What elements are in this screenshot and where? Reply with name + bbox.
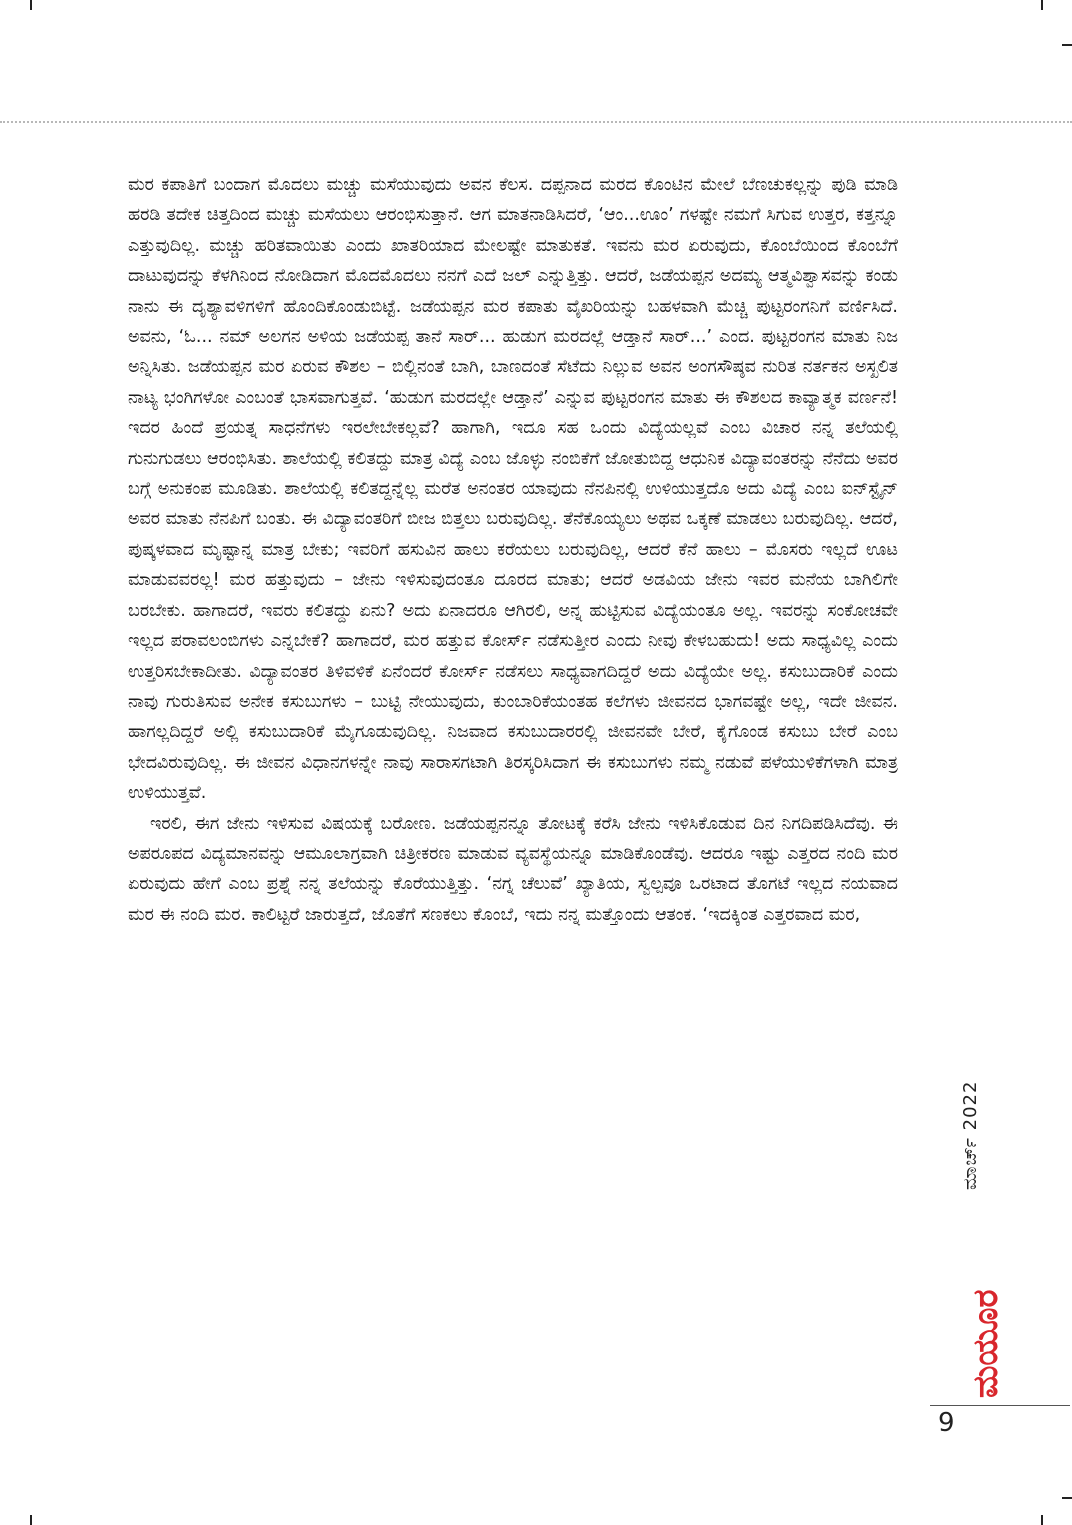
dotted-divider [0, 121, 1072, 123]
article-paragraph-1: ಮರ ಕಪಾತಿಗೆ ಬಂದಾಗ ಮೊದಲು ಮಚ್ಚು ಮಸೆಯುವುದು ಅವನ ಕೆಲಸ. ದಪ್ಪನಾದ ಮರದ ಕೊಂಟಿನ ಮೇಲೆ ಬೆಣಚುಕಲ್ಲನ್ನು ಪುಡಿ ಮಾಡಿ ಹರಡಿ ತದೇಕ ಚಿತ್ತದಿಂದ ಮಚ್ಚು ಮಸೆಯಲು ಆರಂಭಿಸುತ್ತಾನೆ. ಆಗ ಮಾತನಾಡಿಸಿದರೆ, ‘ಆಂ...ಊಂ’ ಗಳಷ್ಟೇ ನಮಗೆ ಸಿಗುವ ಉತ್ತರ, ಕತ್ತನ್ನೂ ಎತ್ತುವುದಿಲ್ಲ. ಮಚ್ಚು ಹರಿತವಾಯಿತು ಎಂದು ಖಾತರಿಯಾದ ಮೇಲಷ್ಟೇ ಮಾತುಕತೆ. ಇವನು ಮರ ಏರುವುದು, ಕೊಂಬೆಯಿಂದ ಕೊಂಬೆಗೆ ದಾಟುವುದನ್ನು ಕೆಳಗಿನಿಂದ ನೋಡಿದಾಗ ಮೊದಮೊದಲು ನನಗೆ ಎದೆ ಜಲ್ ಎನ್ನುತ್ತಿತ್ತು. ಆದರೆ, ಜಡೆಯಪ್ಪನ ಅದಮ್ಯ ಆತ್ಮವಿಶ್ವಾಸವನ್ನು ಕಂಡು ನಾನು ಈ ದೃಶ್ಯಾವಳಿಗಳಿಗೆ ಹೊಂದಿಕೊಂಡುಬಿಟ್ಟೆ. ಜಡೆಯಪ್ಪನ ಮರ ಕಪಾತು ವೈಖರಿಯನ್ನು ಬಹಳವಾಗಿ ಮೆಚ್ಚಿ ಪುಟ್ಟರಂಗನಿಗೆ ವರ್ಣಿಸಿದೆ. ಅವನು, ‘ಓ... ನಮ್ ಅಲಗನ ಅಳಿಯ ಜಡೆಯಪ್ಪ ತಾನೆ ಸಾರ್... ಹುಡುಗ ಮರದಲ್ಲೆ ಆಡ್ತಾನೆ ಸಾರ್...’ ಎಂದ. ಪುಟ್ಟರಂಗನ ಮಾತು ನಿಜ ಅನ್ನಿಸಿತು. ಜಡೆಯಪ್ಪನ ಮರ ಏರುವ ಕೌಶಲ – ಬಿಲ್ಲಿನಂತೆ ಬಾಗಿ, ಬಾಣದಂತೆ ಸೆಟೆದು ನಿಲ್ಲುವ ಅವನ ಅಂಗಸೌಷ್ಠವ ನುರಿತ ನರ್ತಕನ ಅಸ್ಖಲಿತ ನಾಟ್ಯ ಭಂಗಿಗಳೋ ಎಂಬಂತೆ ಭಾಸವಾಗುತ್ತವೆ. ‘ಹುಡುಗ ಮರದಲ್ಲೇ ಆಡ್ತಾನೆ’ ಎನ್ನುವ ಪುಟ್ಟರಂಗನ ಮಾತು ಈ ಕೌಶಲದ ಕಾವ್ಯಾತ್ಮಕ ವರ್ಣನೆ! ಇದರ ಹಿಂದೆ ಪ್ರಯತ್ನ ಸಾಧನೆಗಳು ಇರಲೇಬೇಕಲ್ಲವೆ? ಹಾಗಾಗಿ, ಇದೂ ಸಹ ಒಂದು ವಿದ್ಯೆಯಲ್ಲವೆ ಎಂಬ ವಿಚಾರ ನನ್ನ ತಲೆಯಲ್ಲಿ ಗುನುಗುಡಲು ಆರಂಭಿಸಿತು. ಶಾಲೆಯಲ್ಲಿ ಕಲಿತದ್ದು ಮಾತ್ರ ವಿದ್ಯೆ ಎಂಬ ಜೊಳ್ಳು ನಂಬಿಕೆಗೆ ಜೋತುಬಿದ್ದ ಆಧುನಿಕ ವಿದ್ಯಾವಂತರನ್ನು ನೆನೆದು ಅವರ ಬಗ್ಗೆ ಅನುಕಂಪ ಮೂಡಿತು. ಶಾಲೆಯಲ್ಲಿ ಕಲಿತದ್ದನ್ನೆಲ್ಲ ಮರೆತ ಅನಂತರ ಯಾವುದು ನೆನಪಿನಲ್ಲಿ ಉಳಿಯುತ್ತದೊ ಅದು ವಿದ್ಯೆ ಎಂಬ ಐನ್‌ಸ್ಟೈನ್ ಅವರ ಮಾತು ನೆನಪಿಗೆ ಬಂತು. ಈ ವಿದ್ಯಾವಂತರಿಗೆ ಬೀಜ ಬಿತ್ತಲು ಬರುವುದಿಲ್ಲ. ತೆನೆಕೊಯ್ಯಲು ಅಥವ ಒಕ್ಕಣೆ ಮಾಡಲು ಬರುವುದಿಲ್ಲ. ಆದರೆ, ಪುಷ್ಕಳವಾದ ಮೃಷ್ಟಾನ್ನ ಮಾತ್ರ ಬೇಕು; ಇವರಿಗೆ ಹಸುವಿನ ಹಾಲು ಕರೆಯಲು ಬರುವುದಿಲ್ಲ, ಆದರೆ ಕೆನೆ ಹಾಲು – ಮೊಸರು ಇಲ್ಲದೆ ಊಟ ಮಾಡುವವರಲ್ಲ! ಮರ ಹತ್ತುವುದು – ಜೇನು ಇಳಿಸುವುದಂತೂ ದೂರದ ಮಾತು; ಆದರೆ ಅಡವಿಯ ಜೇನು ಇವರ ಮನೆಯ ಬಾಗಿಲಿಗೇ ಬರಬೇಕು. ಹಾಗಾದರೆ, ಇವರು ಕಲಿತದ್ದು ಏನು? ಅದು ಏನಾದರೂ ಆಗಿರಲಿ, ಅನ್ನ ಹುಟ್ಟಿಸುವ ವಿದ್ಯೆಯಂತೂ ಅಲ್ಲ. ಇವರನ್ನು ಸಂಕೋಚವೇ ಇಲ್ಲದ ಪರಾವಲಂಬಿಗಳು ಎನ್ನಬೇಕೆ? ಹಾಗಾದರೆ, ಮರ ಹತ್ತುವ ಕೋರ್ಸ್ ನಡೆಸುತ್ತೀರ ಎಂದು ನೀವು ಕೇಳಬಹುದು! ಅದು ಸಾಧ್ಯವಿಲ್ಲ ಎಂದು ಉತ್ತರಿಸಬೇಕಾದೀತು. ವಿದ್ಯಾವಂತರ ತಿಳಿವಳಿಕೆ ಏನೆಂದರೆ ಕೋರ್ಸ್ ನಡೆಸಲು ಸಾಧ್ಯವಾಗದಿದ್ದರೆ ಅದು ವಿದ್ಯೆಯೇ ಅಲ್ಲ. ಕಸುಬುದಾರಿಕೆ ಎಂದು ನಾವು ಗುರುತಿಸುವ ಅನೇಕ ಕಸುಬುಗಳು – ಬುಟ್ಟಿ ನೇಯುವುದು, ಕುಂಬಾರಿಕೆಯಂತಹ ಕಲೆಗಳು ಜೀವನದ ಭಾಗವಷ್ಟೇ ಅಲ್ಲ, ಇದೇ ಜೀವನ. ಹಾಗಲ್ಲದಿದ್ದರೆ ಅಲ್ಲಿ ಕಸುಬುದಾರಿಕೆ ಮೈಗೂಡುವುದಿಲ್ಲ. ನಿಜವಾದ ಕಸುಬುದಾರರಲ್ಲಿ ಜೀವನವೇ ಬೇರೆ, ಕೈಗೊಂಡ ಕಸುಬು ಬೇರೆ ಎಂಬ ಭೇದವಿರುವುದಿಲ್ಲ. ಈ ಜೀವನ ವಿಧಾನಗಳನ್ನೇ ನಾವು ಸಾರಾಸಗಟಾಗಿ ತಿರಸ್ಕರಿಸಿದಾಗ ಈ ಕಸುಬುಗಳು ನಮ್ಮ ನಡುವೆ ಪಳೆಯುಳಿಕೆಗಳಾಗಿ ಮಾತ್ರ ಉಳಿಯುತ್ತವೆ. [128, 175, 898, 804]
crop-mark-right-top [1062, 44, 1072, 46]
magazine-logo: ಮಯೂರ [966, 1289, 1006, 1398]
crop-mark-bottom-right [1041, 1515, 1043, 1525]
page-number-rule [930, 1405, 1070, 1406]
crop-mark-top-left [30, 0, 32, 10]
crop-mark-right-bottom [1062, 1497, 1072, 1499]
crop-mark-bottom-left [30, 1515, 32, 1525]
crop-mark-top-right [1041, 0, 1043, 10]
article-body [128, 170, 898, 930]
page-number: 9 [938, 1408, 955, 1438]
issue-month-year: ಮಾರ್ಚ್ 2022 [960, 1080, 981, 1190]
article-paragraph-2: ಇರಲಿ, ಈಗ ಜೇನು ಇಳಿಸುವ ವಿಷಯಕ್ಕೆ ಬರೋಣ. ಜಡೆಯಪ್ಪನನ್ನೂ ತೋಟಕ್ಕೆ ಕರೆಸಿ ಜೇನು ಇಳಿಸಿಕೊಡುವ ದಿನ ನಿಗದಿಪಡಿಸಿದೆವು. ಈ ಅಪರೂಪದ ವಿದ್ಯಮಾನವನ್ನು ಆಮೂಲಾಗ್ರವಾಗಿ ಚಿತ್ರೀಕರಣ ಮಾಡುವ ವ್ಯವಸ್ಥೆಯನ್ನೂ ಮಾಡಿಕೊಂಡೆವು. ಆದರೂ ಇಷ್ಟು ಎತ್ತರದ ನಂದಿ ಮರ ಏರುವುದು ಹೇಗೆ ಎಂಬ ಪ್ರಶ್ನೆ ನನ್ನ ತಲೆಯನ್ನು ಕೊರೆಯುತ್ತಿತ್ತು. ‘ನಗ್ನ ಚೆಲುವೆ’ ಖ್ಯಾತಿಯ, ಸ್ವಲ್ಪವೂ ಒರಟಾದ ತೊಗಟೆ ಇಲ್ಲದ ನಯವಾದ ಮರ ಈ ನಂದಿ ಮರ. ಕಾಲಿಟ್ಟರೆ ಜಾರುತ್ತದೆ, ಜೊತೆಗೆ ಸಣಕಲು ಕೊಂಬೆ, ಇದು ನನ್ನ ಮತ್ತೊಂದು ಆತಂಕ. ‘ಇದಕ್ಕಿಂತ ಎತ್ತರವಾದ ಮರ, [128, 813, 898, 925]
